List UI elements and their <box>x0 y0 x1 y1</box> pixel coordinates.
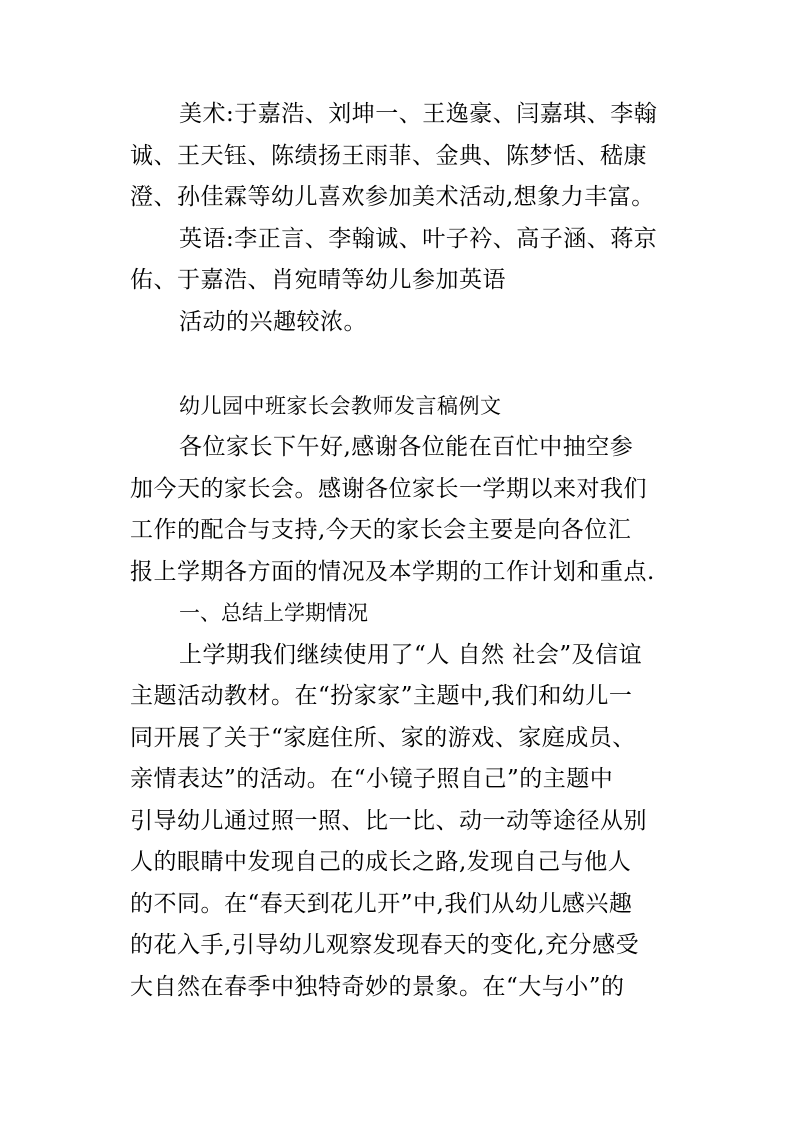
section-heading: 一、总结上学期情况 <box>179 601 368 625</box>
text-line: 佑、于嘉浩、肖宛晴等幼儿参加英语 <box>130 267 506 293</box>
text-line: 英语:李正言、李翰诚、叶子衿、高子涵、蒋京 <box>179 225 658 252</box>
text-line: 活动的兴趣较浓。 <box>179 308 367 335</box>
text-line: 人的眼睛中发现自己的成长之路,发现自己与他人 <box>130 849 632 875</box>
text-line: 各位家长下午好,感谢各位能在百忙中抽空参 <box>179 434 634 460</box>
document-page <box>130 94 678 1008</box>
text-line: 亲情表达”的活动。在“小镜子照自己”的主题中 <box>130 766 614 792</box>
document-title: 幼儿园中班家长会教师发言稿例文 <box>179 394 502 418</box>
text-line: 大自然在春季中独特奇妙的景象。在“大与小”的 <box>130 973 625 1000</box>
section-gap <box>130 343 678 386</box>
text-line: 诚、王天钰、陈绩扬王雨菲、金典、陈梦恬、嵇康 <box>130 142 647 169</box>
text-line: 加今天的家长会。感谢各位家长一学期以来对我们 <box>130 475 647 502</box>
text-line: 的不同。在“春天到花儿开”中,我们从幼儿感兴趣 <box>130 890 633 917</box>
text-line: 美术:于嘉浩、刘坤一、王逸豪、闫嘉琪、李翰 <box>179 101 658 127</box>
text-line: 的花入手,引导幼儿观察发现春天的变化,充分感受 <box>130 932 640 958</box>
text-line: 澄、孙佳霖等幼儿喜欢参加美术活动,想象力丰富。 <box>130 184 655 210</box>
text-line: 报上学期各方面的情况及本学期的工作计划和重点. <box>130 558 655 585</box>
text-line: 同开展了关于“家庭住所、家的游戏、家庭成员、 <box>130 724 636 751</box>
text-line: 工作的配合与支持,今天的家长会主要是向各位汇 <box>130 517 632 543</box>
text-line: 引导幼儿通过照一照、比一比、动一动等途径从别 <box>130 807 647 834</box>
text-line: 主题活动教材。在“扮家家”主题中,我们和幼儿一 <box>130 683 633 709</box>
text-line: 上学期我们继续使用了“人 自然 社会”及信谊 <box>179 641 643 668</box>
